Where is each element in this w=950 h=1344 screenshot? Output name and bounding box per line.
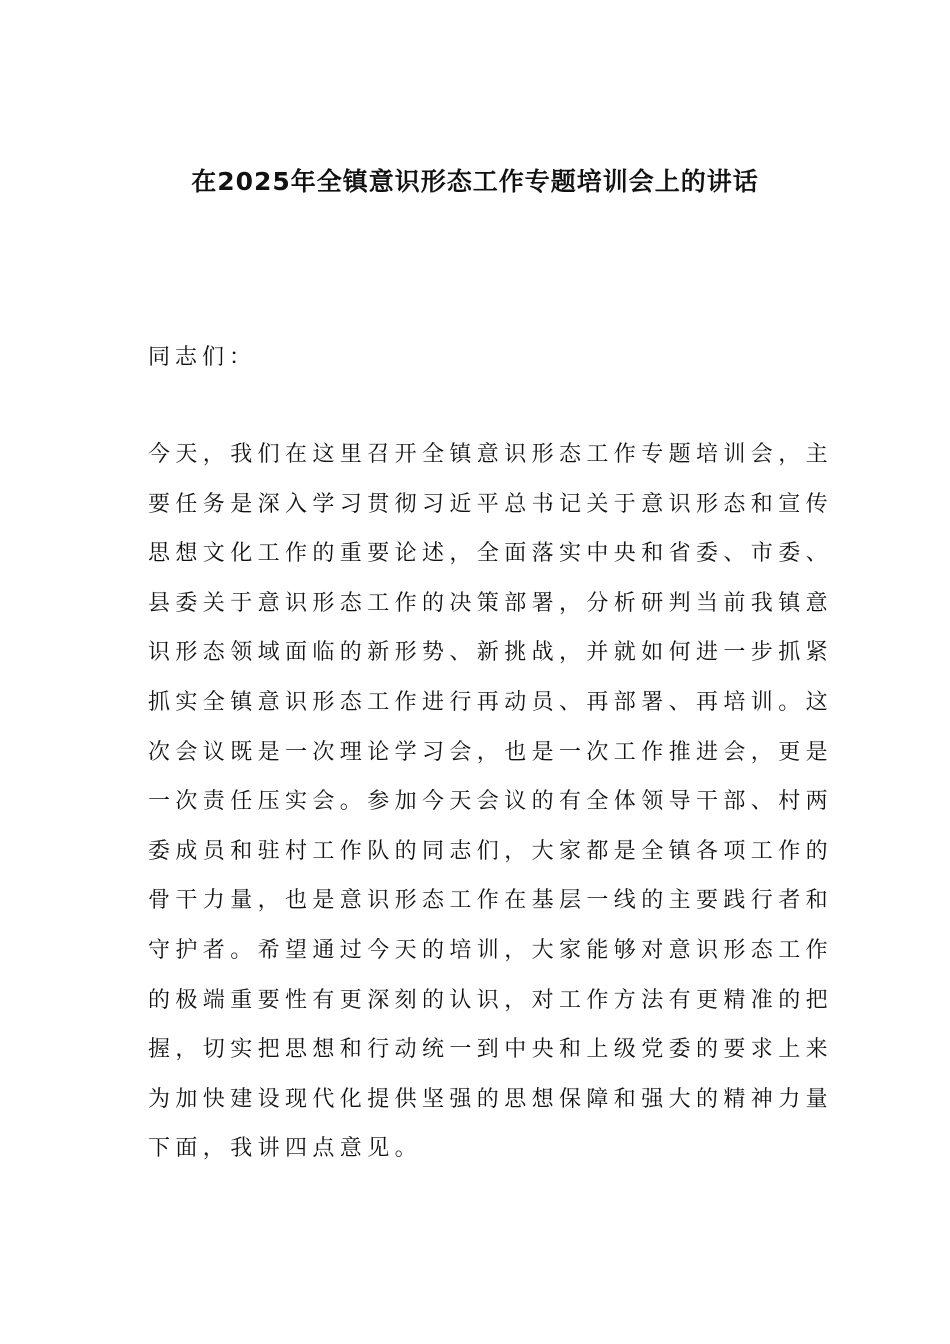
paragraph-line: 委成员和驻村工作队的同志们，大家都是全镇各项工作的 — [148, 838, 834, 864]
paragraph-line: 一次责任压实会。参加今天会议的有全体领导干部、村两 — [148, 789, 834, 815]
paragraph-line: 为加快建设现代化提供坚强的思想保障和强大的精神力量 — [148, 1086, 834, 1112]
greeting: 同志们： — [148, 345, 257, 370]
paragraph-line: 思想文化工作的重要论述，全面落实中央和省委、市委、 — [148, 541, 834, 567]
paragraph-line: 握，切实把思想和行动统一到中央和上级党委的要求上来 — [148, 1037, 834, 1063]
document-title: 在2025年全镇意识形态工作专题培训会上的讲话 — [191, 167, 759, 196]
paragraph-line: 抓实全镇意识形态工作进行再动员、再部署、再培训。这 — [148, 689, 834, 715]
paragraph-line: 今天，我们在这里召开全镇意识形态工作专题培训会，主 — [148, 442, 834, 467]
paragraph-line: 下面，我讲四点意见。 — [148, 1136, 423, 1162]
paragraph-line: 识形态领域面临的新形势、新挑战，并就如何进一步抓紧 — [148, 640, 834, 666]
body-paragraph — [148, 437, 834, 1181]
paragraph-line: 要任务是深入学习贯彻习近平总书记关于意识形态和宣传 — [148, 491, 834, 517]
paragraph-line: 次会议既是一次理论学习会，也是一次工作推进会，更是 — [148, 739, 834, 765]
paragraph-line: 守护者。希望通过今天的培训，大家能够对意识形态工作 — [148, 937, 834, 963]
paragraph-line: 骨干力量，也是意识形态工作在基层一线的主要践行者和 — [148, 888, 834, 914]
paragraph-line: 的极端重要性有更深刻的认识，对工作方法有更精准的把 — [148, 987, 834, 1013]
paragraph-line: 县委关于意识形态工作的决策部署，分析研判当前我镇意 — [148, 590, 834, 616]
